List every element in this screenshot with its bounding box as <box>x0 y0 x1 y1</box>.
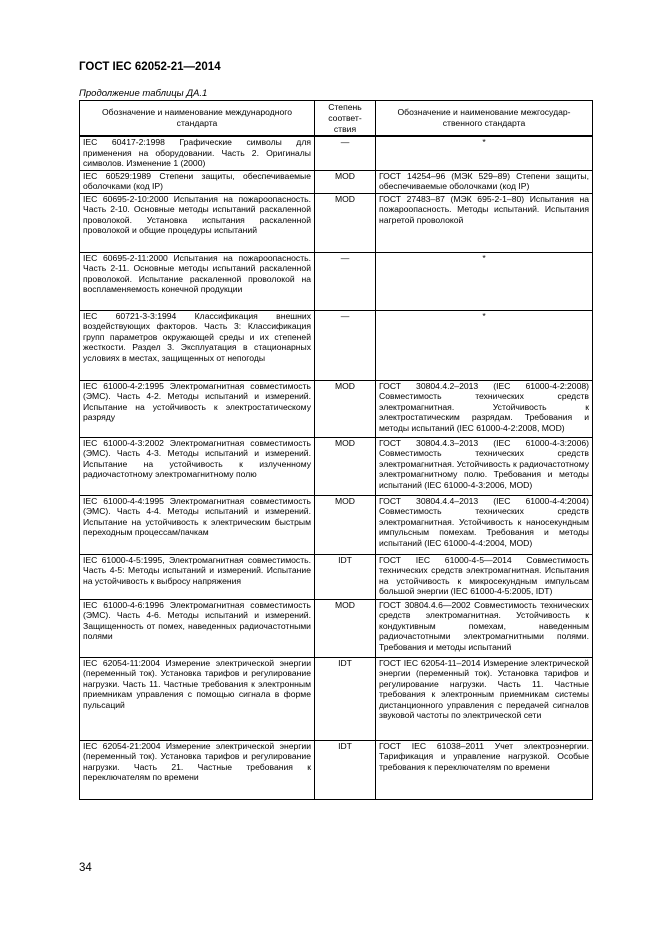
interstate-standard-cell: ГОСТ 30804.4.6—2002 Совместимость технических средств электромагнитная. Устойчивость к кондуктивным помехам, наведенным радиочастотными электромагнитными полями. Требования и методы испытаний <box>376 599 593 657</box>
interstate-standard-cell: ГОСТ 30804.4.3–2013 (IEC 61000-4-3:2006) Совместимость технических средств электромагнитная. Устойчивость к радиочастотному электромагнитному полю. Требования и методы испытаний (IEC 61000-4-3:2006, MOD) <box>376 437 593 495</box>
page-number: 34 <box>79 862 92 874</box>
interstate-standard-cell: * <box>376 310 593 380</box>
table-row <box>80 740 593 799</box>
table-row <box>80 193 593 252</box>
table-row <box>80 380 593 437</box>
international-standard-cell: IEC 60695-2-11:2000 Испытания на пожароопасность. Часть 2-11. Основные методы испытаний раскаленной проволокой. Испытание раскаленной проволокой на воспламеняемость конечной продукции <box>80 252 315 310</box>
international-standard-cell: IEC 60695-2-10:2000 Испытания на пожароопасность. Часть 2-10. Основные методы испытаний раскаленной проволокой. Установка испытания раскаленной проволокой и общие процедуры испытаний <box>80 193 315 252</box>
interstate-standard-cell: ГОСТ IEC 61000-4-5—2014 Совместимость технических средств электромагнитная. Испытания на устойчивость к микросекундным импульсам большой энергии (IEC 61000-4-5:2005, IDT) <box>376 554 593 599</box>
international-standard-cell: IEC 60417-2:1998 Графические символы для применения на оборудовании. Часть 2. Оригиналы символов. Изменение 1 (2000) <box>80 136 315 170</box>
standards-table <box>79 100 593 800</box>
column-header-degree: Степень соответ-ствия <box>315 101 376 137</box>
international-standard-cell: IEC 61000-4-4:1995 Электромагнитная совместимость (ЭМС). Часть 4-4. Методы испытаний и измерений. Испытание на устойчивость к электрическим быстрым переходным процессам/пачкам <box>80 495 315 554</box>
international-standard-cell: IEC 61000-4-2:1995 Электромагнитная совместимость (ЭМС). Часть 4-2. Методы испытаний и измерений. Испытание на устойчивость к электростатическому разряду <box>80 380 315 437</box>
degree-cell: MOD <box>315 599 376 657</box>
international-standard-cell: IEC 62054-11:2004 Измерение электрической энергии (переменный ток). Установка тарифов и регулирование нагрузки. Часть 11. Частные требования к электронным приемникам управления с помощью сигнала в форме пульсаций <box>80 657 315 740</box>
interstate-standard-cell: ГОСТ 30804.4.2–2013 (IEC 61000-4-2:2008) Совместимость технических средств электромагнитная. Устойчивость к электростатическим разрядам. Требования и методы испытаний (IEC 61000-4-2:2008, MOD) <box>376 380 593 437</box>
interstate-standard-cell: * <box>376 136 593 170</box>
international-standard-cell: IEC 61000-4-5:1995, Электромагнитная совместимость. Часть 4-5: Методы испытаний и измерений. Испытание на устойчивость к выбросу напряжения <box>80 554 315 599</box>
document-title: ГОСТ IEC 62052-21—2014 <box>79 61 221 73</box>
degree-cell: MOD <box>315 495 376 554</box>
international-standard-cell: IEC 60721-3-3:1994 Классификация внешних воздействующих факторов. Часть 3: Классификация групп параметров окружающей среды и их степеней жесткости. Раздел 3. Эксплуатация в стационарных условиях в местах, защищенных от непогоды <box>80 310 315 380</box>
degree-cell: — <box>315 136 376 170</box>
table-row <box>80 554 593 599</box>
interstate-standard-cell: ГОСТ IEC 62054-11–2014 Измерение электрической энергии (переменный ток). Установка тарифов и регулирование нагрузки. Часть 11. Частные требования к электронным приемникам системы дистанционного управления с передачей сигналов звуковой частоты по электрической сети <box>376 657 593 740</box>
degree-cell: — <box>315 310 376 380</box>
international-standard-cell: IEC 61000-4-6:1996 Электромагнитная совместимость (ЭМС). Часть 4-6. Методы испытаний и измерений. Защищенность от помех, наведенных радиочастотными полями <box>80 599 315 657</box>
interstate-standard-cell: ГОСТ IEC 61038–2011 Учет электроэнергии. Тарификация и управление нагрузкой. Особые требования к переключателям по времени <box>376 740 593 799</box>
table-row <box>80 657 593 740</box>
table-row <box>80 310 593 380</box>
international-standard-cell: IEC 60529:1989 Степени защиты, обеспечиваемые оболочками (код IP) <box>80 170 315 193</box>
table-caption: Продолжение таблицы ДА.1 <box>79 88 208 99</box>
table-header-row <box>80 101 593 137</box>
column-header-international: Обозначение и наименование международного стандарта <box>80 101 315 137</box>
table-row <box>80 252 593 310</box>
degree-cell: — <box>315 252 376 310</box>
international-standard-cell: IEC 62054-21:2004 Измерение электрической энергии (переменный ток). Установка тарифов и регулирование нагрузки. Часть 21. Частные требования к переключателям по времени <box>80 740 315 799</box>
international-standard-cell: IEC 61000-4-3:2002 Электромагнитная совместимость (ЭМС). Часть 4-3. Методы испытаний и измерений. Испытание на устойчивость к излученному радиочастотному электромагнитному полю <box>80 437 315 495</box>
interstate-standard-cell: ГОСТ 30804.4.4–2013 (IEC 61000-4-4:2004) Совместимость технических средств электромагнитная. Устойчивость к наносекундным импульсным помехам. Требования и методы испытаний (IEC 61000-4-4:2004, MOD) <box>376 495 593 554</box>
interstate-standard-cell: * <box>376 252 593 310</box>
column-header-interstate: Обозначение и наименование межгосудар-ственного стандарта <box>376 101 593 137</box>
table-row <box>80 170 593 193</box>
table-row <box>80 495 593 554</box>
table-row <box>80 136 593 170</box>
degree-cell: MOD <box>315 437 376 495</box>
degree-cell: IDT <box>315 740 376 799</box>
degree-cell: IDT <box>315 554 376 599</box>
table-row <box>80 599 593 657</box>
interstate-standard-cell: ГОСТ 27483–87 (МЭК 695-2-1–80) Испытания на пожароопасность. Методы испытаний. Испытания нагретой проволокой <box>376 193 593 252</box>
table-row <box>80 437 593 495</box>
degree-cell: MOD <box>315 170 376 193</box>
interstate-standard-cell: ГОСТ 14254–96 (МЭК 529–89) Степени защиты, обеспечиваемые оболочками (код IP) <box>376 170 593 193</box>
degree-cell: IDT <box>315 657 376 740</box>
degree-cell: MOD <box>315 380 376 437</box>
degree-cell: MOD <box>315 193 376 252</box>
